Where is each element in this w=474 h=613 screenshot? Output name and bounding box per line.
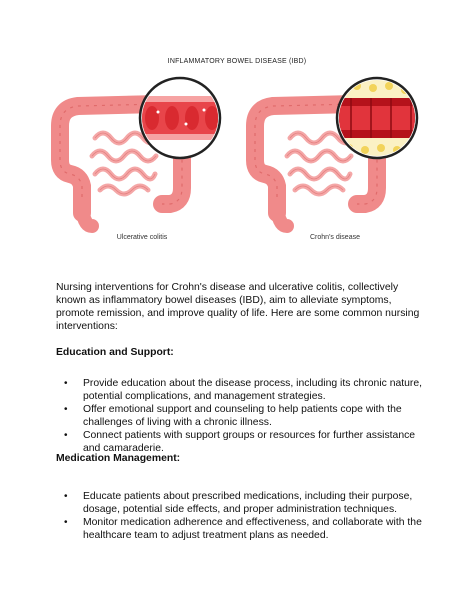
section-heading-education: Education and Support:	[56, 347, 174, 358]
bullet-icon: •	[64, 404, 68, 415]
list-item-text: Monitor medication adherence and effectiveness, and collaborate with the healthcare team to adjust treatment plans as needed.	[83, 517, 422, 541]
left-caption: Ulcerative colitis	[116, 234, 168, 241]
list-item-text: Connect patients with support groups or resources for further assistance and camaraderie.	[83, 430, 416, 454]
right-caption: Crohn's disease	[310, 234, 360, 241]
list-item	[56, 377, 428, 403]
figure-title: INFLAMMATORY BOWEL DISEASE (IBD)	[167, 58, 307, 65]
bullet-icon: •	[64, 378, 68, 389]
ulcerative-colitis-illustration	[40, 68, 250, 233]
list-item	[56, 516, 428, 542]
education-list	[56, 377, 428, 455]
intro-paragraph: Nursing interventions for Crohn's disease and ulcerative colitis, collectively known as inflammatory bowel diseases (IBD), aim to alleviate symptoms, promote remission, and improve quality of life. Here are some common nursing interventions:	[56, 282, 420, 332]
list-item-text: Provide education about the disease process, including its chronic nature, potential complications, and management strategies.	[83, 378, 423, 402]
crohns-disease-illustration	[235, 68, 445, 233]
bullet-icon: •	[64, 430, 68, 441]
bullet-icon: •	[64, 517, 68, 528]
list-item	[56, 429, 428, 455]
medication-list	[56, 490, 428, 542]
bullet-icon: •	[64, 491, 68, 502]
section-heading-medication: Medication Management:	[56, 453, 181, 464]
list-item	[56, 490, 428, 516]
list-item-text: Offer emotional support and counseling to help patients cope with the challenges of living with a chronic illness.	[83, 404, 402, 428]
list-item	[56, 403, 428, 429]
list-item-text: Educate patients about prescribed medications, including their purpose, dosage, potential side effects, and proper administration techniques.	[83, 491, 413, 515]
